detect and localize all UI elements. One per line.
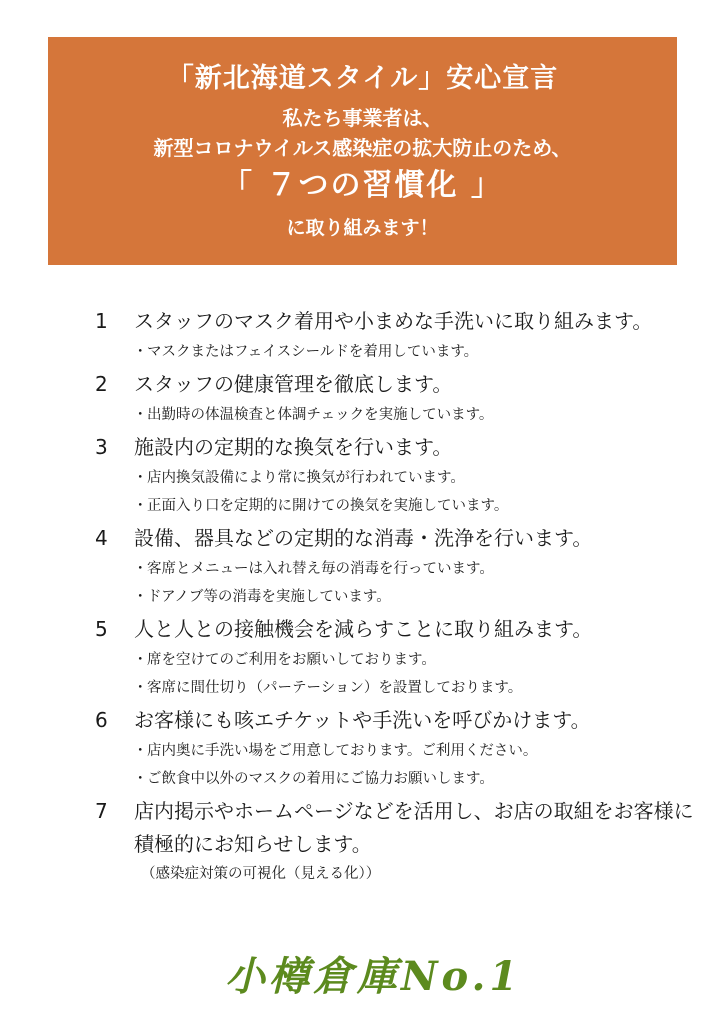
intro-line-2: 新型コロナウイルス感染症の拡大防止のため、 xyxy=(153,136,572,160)
company-logo: 小樽倉庫No.1 xyxy=(225,953,522,1000)
habit-item-6 xyxy=(95,704,695,793)
habit-detail: ・ 客席に間仕切り（パーテーション）を設置しております。 xyxy=(133,680,523,696)
habit-text: 設備、器具などの定期的な消毒・洗浄を行います。 xyxy=(134,526,593,550)
habit-item-4 xyxy=(95,522,695,611)
declaration-title: 「新北海道スタイル」安心宣言 xyxy=(166,63,559,94)
habit-detail: ・ 席を空けてのご利用をお願いしております。 xyxy=(133,652,436,668)
habit-detail: ・ 出勤時の体温検査と体調チェックを実施しています。 xyxy=(133,407,494,423)
intro-line-1: 私たち事業者は、 xyxy=(282,106,443,130)
habit-item-3 xyxy=(95,431,695,520)
habit-detail: ・ 正面入り口を定期的に開けての換気を実施しています。 xyxy=(133,498,509,514)
habit-number: 3 xyxy=(95,435,108,459)
habit-item-1 xyxy=(95,305,695,366)
habit-number: 5 xyxy=(95,617,108,641)
habit-number: 4 xyxy=(95,526,108,550)
habit-list xyxy=(95,305,695,889)
habit-number: 1 xyxy=(95,309,108,333)
habit-detail: ・ 客席とメニューは入れ替え毎の消毒を行っています。 xyxy=(133,561,494,577)
habit-item-2 xyxy=(95,368,695,429)
habit-text: 店内掲示やホームページなどを活用し、お店の取組をお客様に積極的にお知らせします。 xyxy=(134,799,694,856)
habit-note: （感染症対策の可視化（見える化）） xyxy=(141,866,381,882)
habit-text: 人と人との接触機会を減らすことに取り組みます。 xyxy=(134,617,593,641)
habit-number: 7 xyxy=(95,799,108,823)
habit-item-7 xyxy=(95,795,695,887)
intro-line-3: に取り組みます！ xyxy=(286,217,439,239)
habit-text: スタッフの健康管理を徹底します。 xyxy=(134,372,453,396)
habit-text: スタッフのマスク着用や小まめな手洗いに取り組みます。 xyxy=(134,309,653,333)
header-banner xyxy=(48,37,677,265)
habit-text: 施設内の定期的な換気を行います。 xyxy=(134,435,453,459)
habit-item-5 xyxy=(95,613,695,702)
seven-habits-heading: 「 ７つの習慣化 」 xyxy=(222,168,503,203)
habit-detail: ・ マスクまたはフェイスシールドを着用しています。 xyxy=(133,344,479,360)
habit-detail: ・ 店内換気設備により常に換気が行われています。 xyxy=(133,470,465,486)
habit-text: お客様にも咳エチケットや手洗いを呼びかけます。 xyxy=(134,708,591,732)
habit-detail: ・ ドアノブ等の消毒を実施しています。 xyxy=(133,589,391,605)
habit-detail: ・ 店内奥に手洗い場をご用意しております。ご利用ください。 xyxy=(133,743,538,759)
habit-number: 6 xyxy=(95,708,108,732)
habit-number: 2 xyxy=(95,372,108,396)
habit-detail: ・ ご飲食中以外のマスクの着用にご協力お願いします。 xyxy=(133,771,494,787)
